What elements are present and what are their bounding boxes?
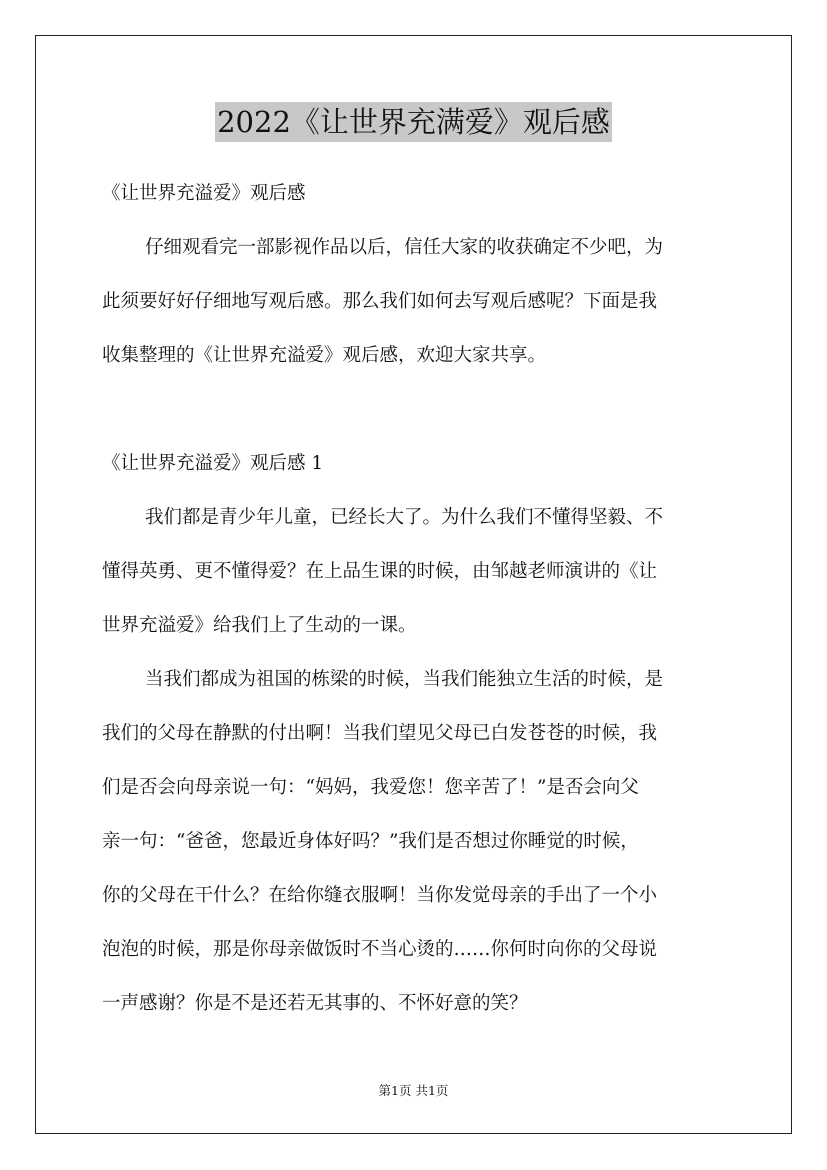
- section-heading: 《让世界充溢爱》观后感 1: [102, 453, 324, 474]
- title-container: [0, 102, 827, 142]
- para1-line-1: 我们都是青少年儿童，已经长大了。为什么我们不懂得坚毅、不: [145, 507, 664, 528]
- para2-line-2: 我们的父母在静默的付出啊！当我们望见父母已白发苍苍的时候，我: [102, 723, 658, 744]
- intro-line-1: 仔细观看完一部影视作品以后，信任大家的收获确定不少吧，为: [145, 237, 664, 258]
- document-title: 2022《让世界充满爱》观后感: [215, 102, 612, 142]
- intro-line-2: 此须要好好仔细地写观后感。那么我们如何去写观后感呢？下面是我: [102, 291, 658, 312]
- para2-line-4: 亲一句：“爸爸，您最近身体好吗？”我们是否想过你睡觉的时候，: [102, 831, 639, 852]
- para2-line-6: 泡泡的时候，那是你母亲做饭时不当心烫的……你何时向你的父母说: [102, 939, 658, 960]
- para2-line-5: 你的父母在干什么？在给你缝衣服啊！当你发觉母亲的手出了一个小: [102, 885, 658, 906]
- para1-line-3: 世界充溢爱》给我们上了生动的一课。: [102, 615, 417, 636]
- page-footer: 第1页 共1页: [378, 1083, 449, 1098]
- para1-line-2: 懂得英勇、更不懂得爱？在上品生课的时候，由邹越老师演讲的《让: [102, 561, 658, 582]
- para2-line-3: 们是否会向母亲说一句：“妈妈，我爱您！您辛苦了！”是否会向父: [102, 777, 639, 798]
- para2-line-7: 一声感谢？你是不是还若无其事的、不怀好意的笑？: [102, 993, 528, 1014]
- document-subtitle: 《让世界充溢爱》观后感: [102, 183, 306, 204]
- para2-line-1: 当我们都成为祖国的栋梁的时候，当我们能独立生活的时候，是: [145, 669, 664, 690]
- intro-line-3: 收集整理的《让世界充溢爱》观后感，欢迎大家共享。: [102, 345, 547, 366]
